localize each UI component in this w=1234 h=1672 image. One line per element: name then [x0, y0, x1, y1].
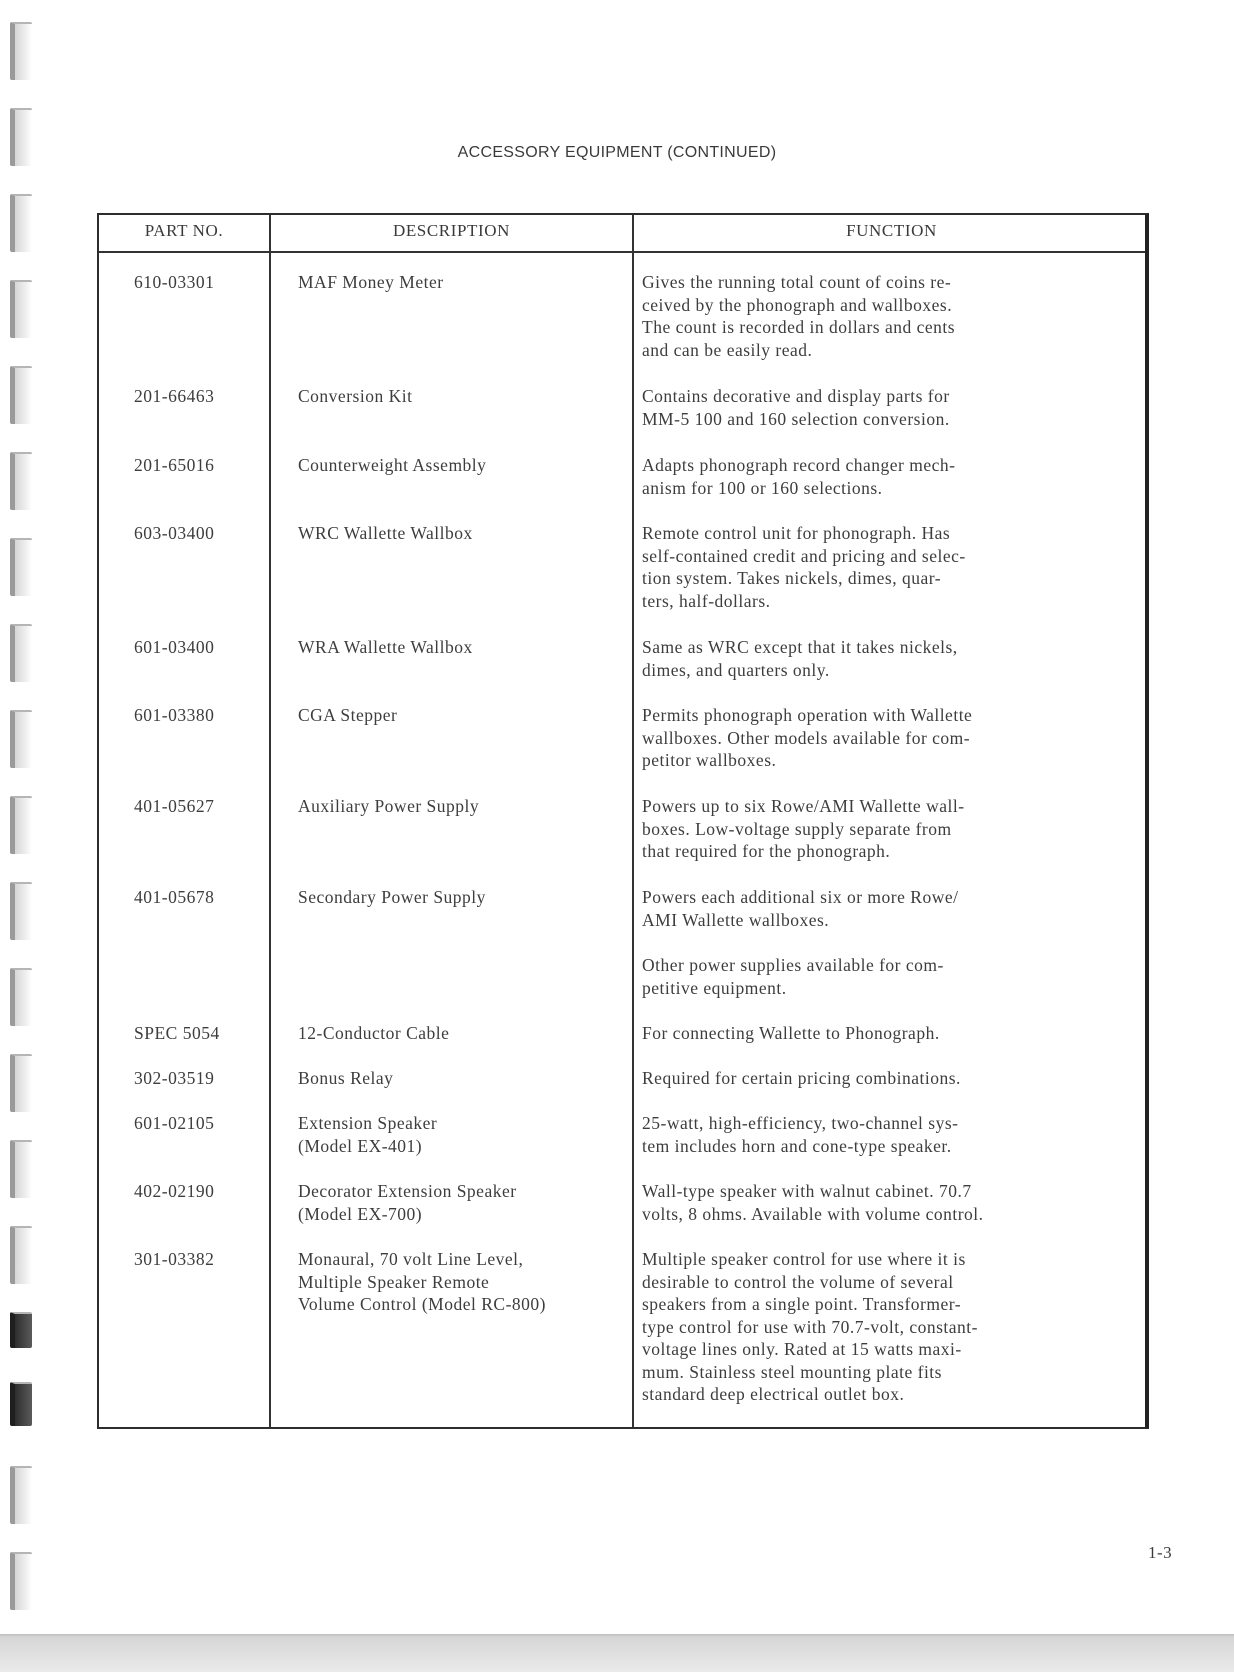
- function: Wall-type speaker with walnut cabinet. 70.7 volts, 8 ohms. Available with volume control.: [642, 1181, 984, 1224]
- page-number: 1-3: [1148, 1543, 1173, 1562]
- binder-hole: [10, 1552, 32, 1610]
- binder-hole: [10, 538, 32, 596]
- function: Powers up to six Rowe/AMI Wallette wall- boxes. Low-voltage supply separate from that required for the phonograph.: [642, 796, 965, 861]
- page-title: ACCESSORY EQUIPMENT (CONTINUED): [457, 144, 777, 161]
- function: Permits phonograph operation with Wallette wallboxes. Other models available for com- petitor wallboxes.: [642, 705, 973, 770]
- binder-hole: [10, 968, 32, 1026]
- description: Extension Speaker (Model EX-401): [298, 1113, 438, 1156]
- header-part-no: PART NO.: [144, 221, 224, 240]
- function: Gives the running total count of coins re- ceived by the phonograph and wallboxes. The count is recorded in dollars and cents and can be easily read.: [642, 272, 956, 360]
- part-number: 302-03519: [134, 1068, 215, 1088]
- part-number: 610-03301: [134, 272, 215, 292]
- part-number: 401-05627: [134, 796, 215, 816]
- header-divider: [99, 251, 1145, 253]
- part-number: 601-03400: [134, 637, 215, 657]
- binder-hole: [10, 22, 32, 80]
- accessory-table: [97, 213, 1149, 1429]
- part-number: SPEC 5054: [134, 1023, 220, 1043]
- function: Contains decorative and display parts for MM-5 100 and 160 selection conversion.: [642, 386, 950, 429]
- binder-hole: [10, 1140, 32, 1198]
- function: For connecting Wallette to Phonograph.: [642, 1023, 940, 1043]
- binder-hole: [10, 796, 32, 854]
- binder-hole: [10, 1382, 32, 1426]
- binder-hole: [10, 280, 32, 338]
- description: WRA Wallette Wallbox: [298, 637, 473, 657]
- function: Same as WRC except that it takes nickels, dimes, and quarters only.: [642, 637, 958, 680]
- description: Counterweight Assembly: [298, 455, 487, 475]
- binder-hole: [10, 624, 32, 682]
- binder-hole: [10, 710, 32, 768]
- part-number: 201-66463: [134, 386, 215, 406]
- scan-bottom-edge: [0, 1634, 1234, 1672]
- description: CGA Stepper: [298, 705, 398, 725]
- header-function: FUNCTION: [846, 221, 937, 240]
- binder-hole: [10, 366, 32, 424]
- header-description: DESCRIPTION: [392, 221, 511, 240]
- binder-hole: [10, 1312, 32, 1348]
- part-number: 601-02105: [134, 1113, 215, 1133]
- description: Secondary Power Supply: [298, 887, 486, 907]
- binder-hole: [10, 452, 32, 510]
- part-number: 603-03400: [134, 523, 215, 543]
- part-number: 201-65016: [134, 455, 215, 475]
- description: Monaural, 70 volt Line Level, Multiple Speaker Remote Volume Control (Model RC-800): [298, 1249, 546, 1314]
- binder-hole: [10, 882, 32, 940]
- description: WRC Wallette Wallbox: [298, 523, 473, 543]
- description: MAF Money Meter: [298, 272, 444, 292]
- binder-hole: [10, 194, 32, 252]
- function: Powers each additional six or more Rowe/ AMI Wallette wallboxes.: [642, 887, 959, 930]
- description: Conversion Kit: [298, 386, 413, 406]
- function: Other power supplies available for com- petitive equipment.: [642, 955, 944, 998]
- function: 25-watt, high-efficiency, two-channel sys- tem includes horn and cone-type speaker.: [642, 1113, 959, 1156]
- function: Multiple speaker control for use where it is desirable to control the volume of several speakers from a single point. Transformer- type control for use with 70.7-volt, constant- voltage lines only. Rated at 15 watts maxi- mum. Stainless steel mounting plate fits standard deep electrical outlet box.: [642, 1249, 978, 1404]
- function: Adapts phonograph record changer mech- anism for 100 or 160 selections.: [642, 455, 956, 498]
- binder-hole: [10, 1226, 32, 1284]
- description: Auxiliary Power Supply: [298, 796, 480, 816]
- binder-hole: [10, 1054, 32, 1112]
- part-number: 301-03382: [134, 1249, 215, 1269]
- binder-hole-strip: [10, 0, 34, 1672]
- part-number: 601-03380: [134, 705, 215, 725]
- function: Required for certain pricing combinations.: [642, 1068, 961, 1088]
- function: Remote control unit for phonograph. Has self-contained credit and pricing and selec- tion system. Takes nickels, dimes, quar- ters, half-dollars.: [642, 523, 966, 611]
- description: 12-Conductor Cable: [298, 1023, 450, 1043]
- part-number: 402-02190: [134, 1181, 215, 1201]
- binder-hole: [10, 1466, 32, 1524]
- description: Decorator Extension Speaker (Model EX-700): [298, 1181, 517, 1224]
- description: Bonus Relay: [298, 1068, 394, 1088]
- part-number: 401-05678: [134, 887, 215, 907]
